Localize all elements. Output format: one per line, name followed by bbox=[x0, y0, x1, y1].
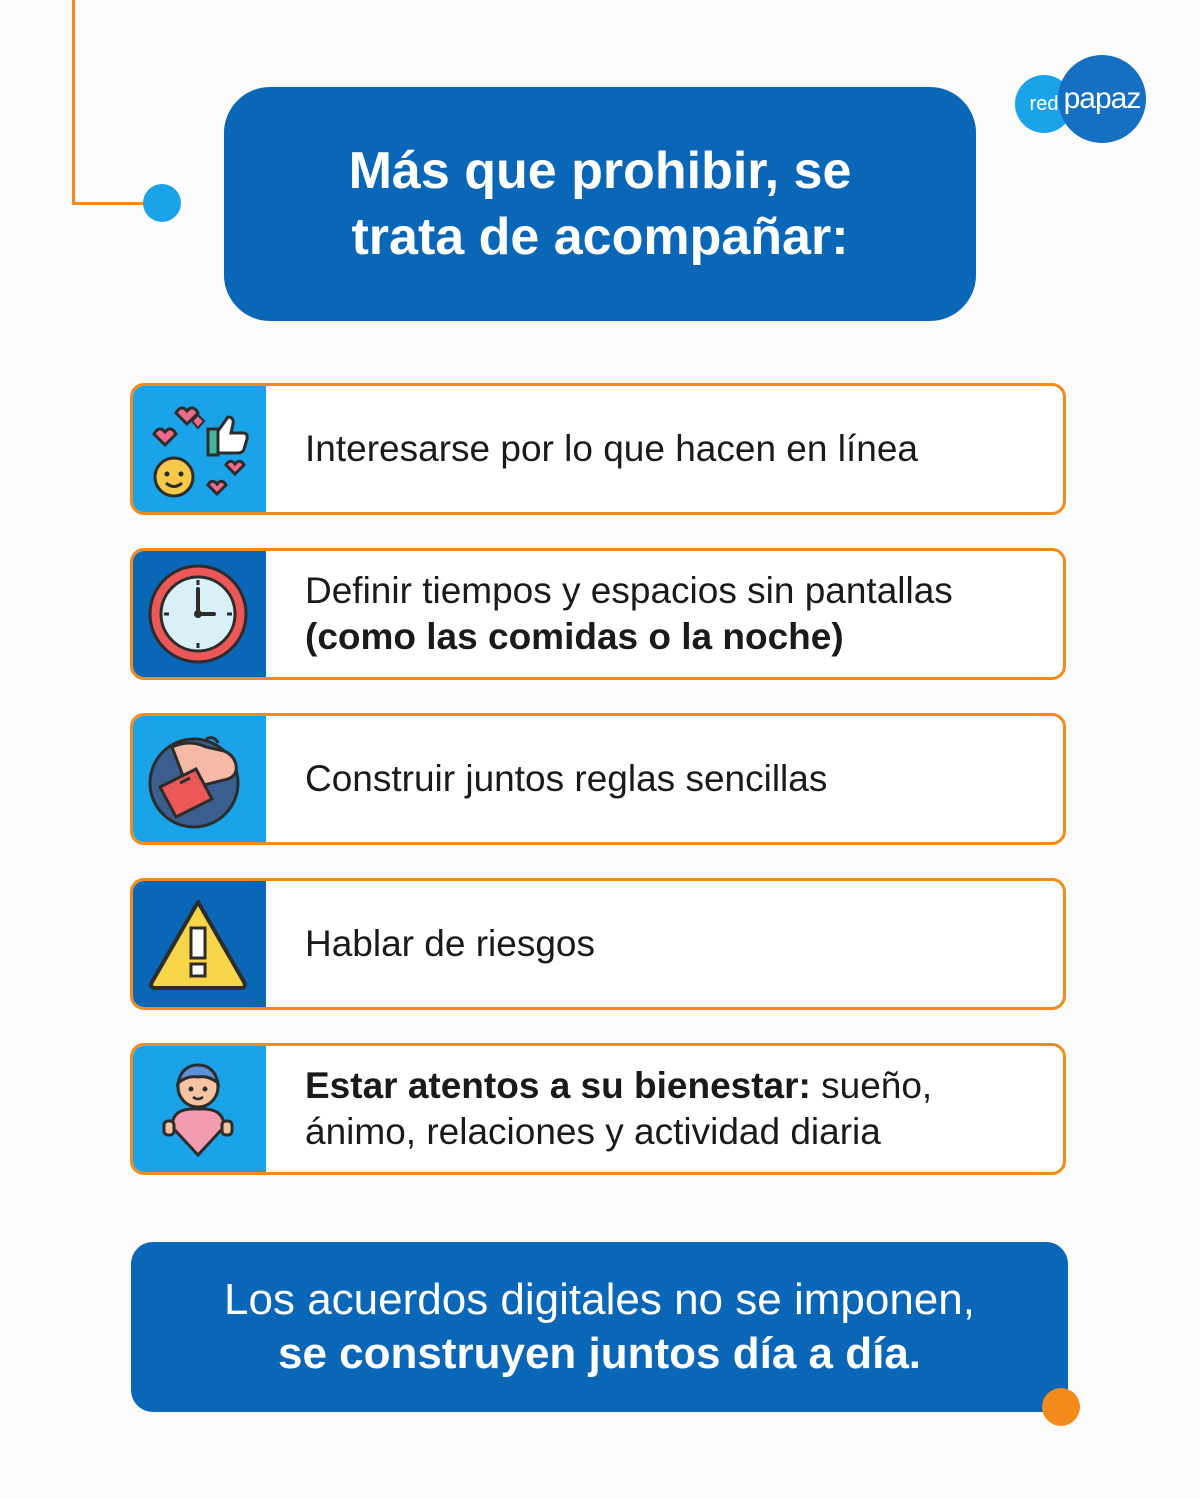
footer-card bbox=[131, 1242, 1068, 1412]
title-line-1: Más que prohibir, se bbox=[348, 142, 852, 200]
item-icon-container bbox=[130, 548, 266, 680]
hearts-likes-icon bbox=[146, 399, 250, 499]
list-item bbox=[130, 713, 1066, 845]
list-item bbox=[130, 383, 1066, 515]
title-line-2: trata de acompañar: bbox=[351, 208, 849, 266]
list-item bbox=[130, 1043, 1066, 1175]
footer-accent-dot bbox=[1042, 1388, 1080, 1426]
item-text bbox=[305, 551, 1033, 677]
handshake-icon bbox=[146, 727, 250, 831]
item-icon-container bbox=[130, 383, 266, 515]
item-text-line: Hablar de riesgos bbox=[305, 923, 595, 964]
logo-name: papaz bbox=[1058, 55, 1146, 143]
item-text bbox=[305, 881, 1033, 1007]
item-text bbox=[305, 386, 1033, 512]
child-heart-icon bbox=[146, 1057, 250, 1161]
title-card bbox=[224, 87, 976, 321]
footer-line-1: Los acuerdos digitales no se imponen, bbox=[224, 1275, 975, 1324]
item-icon-container bbox=[130, 713, 266, 845]
item-text-line bbox=[305, 1063, 1033, 1109]
list-item bbox=[130, 548, 1066, 680]
warning-icon bbox=[146, 894, 250, 994]
item-icon-container bbox=[130, 878, 266, 1010]
clock-icon bbox=[146, 562, 250, 666]
item-text-line-2: ánimo, relaciones y actividad diaria bbox=[305, 1111, 881, 1152]
connector-dot bbox=[143, 184, 181, 222]
item-text-bold: Estar atentos a su bienestar: bbox=[305, 1065, 811, 1106]
item-text-line: Construir juntos reglas sencillas bbox=[305, 758, 828, 799]
item-icon-container bbox=[130, 1043, 266, 1175]
item-text-line: Definir tiempos y espacios sin pantallas bbox=[305, 570, 953, 611]
item-text-regular: sueño, bbox=[810, 1065, 933, 1106]
red-papaz-logo bbox=[1015, 55, 1145, 147]
list-item bbox=[130, 878, 1066, 1010]
footer-line-2: se construyen juntos día a día. bbox=[277, 1329, 922, 1378]
item-text bbox=[305, 1046, 1033, 1172]
item-text-line: Interesarse por lo que hacen en línea bbox=[305, 428, 918, 469]
logo-prefix: red bbox=[1015, 75, 1073, 133]
item-text bbox=[305, 716, 1033, 842]
item-text-line-bold: (como las comidas o la noche) bbox=[305, 616, 844, 657]
connector-line-vertical bbox=[72, 0, 75, 205]
